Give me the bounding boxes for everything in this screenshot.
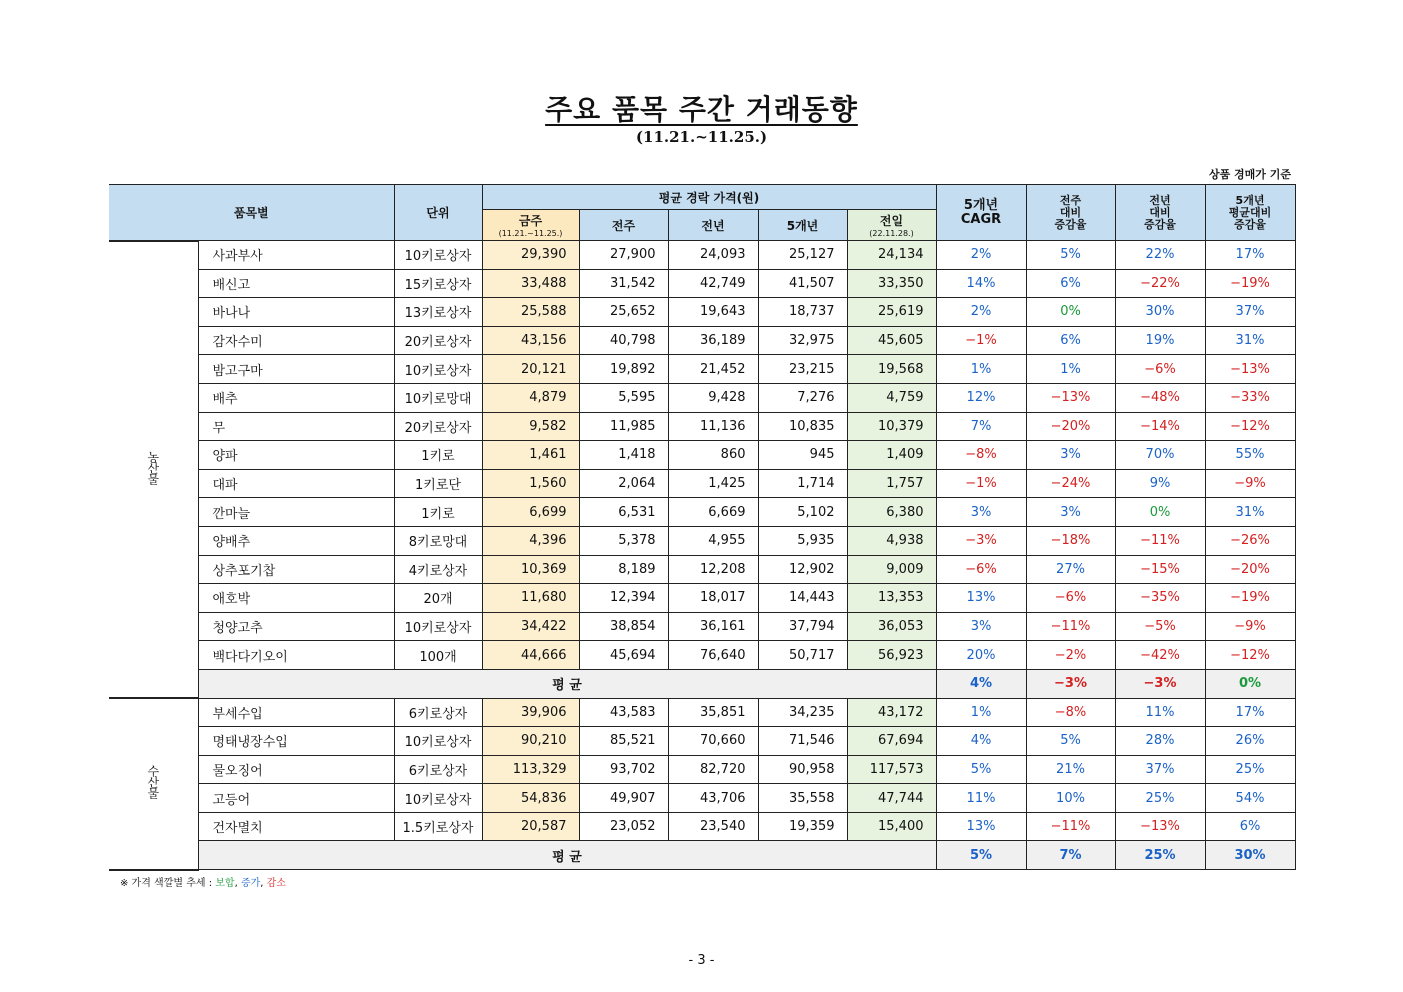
price-this-week: 39,906 [482, 698, 579, 727]
table-row [109, 241, 1295, 270]
pct-v5: −9% [1205, 469, 1295, 498]
pct-cagr: 1% [936, 355, 1026, 384]
page-number: - 3 - [688, 953, 715, 968]
pct-yoy: 28% [1115, 727, 1205, 756]
pct-v5: 26% [1205, 727, 1295, 756]
price-five-year: 18,737 [758, 298, 847, 327]
pct-wow: 6% [1026, 269, 1115, 298]
item-name: 백다다기오이 [198, 641, 394, 670]
price-prev-year: 36,189 [668, 326, 758, 355]
item-name: 배신고 [198, 269, 394, 298]
item-unit: 20키로상자 [394, 412, 482, 441]
price-prev-week: 2,064 [579, 469, 668, 498]
pct-wow: −24% [1026, 469, 1115, 498]
pct-yoy: 25% [1115, 784, 1205, 813]
pct-v5: −12% [1205, 641, 1295, 670]
price-this-week: 25,588 [482, 298, 579, 327]
price-prev-day: 4,938 [847, 526, 936, 555]
price-prev-day: 13,353 [847, 584, 936, 613]
item-unit: 10키로상자 [394, 355, 482, 384]
pct-cagr: 13% [936, 812, 1026, 841]
header-wow: 전주 대비 증감율 [1026, 185, 1115, 241]
pct-yoy: 11% [1115, 698, 1205, 727]
pct-cagr: −3% [936, 526, 1026, 555]
price-this-week: 20,587 [482, 812, 579, 841]
header-unit: 단위 [394, 185, 482, 241]
price-five-year: 19,359 [758, 812, 847, 841]
pct-wow: 5% [1026, 727, 1115, 756]
price-basis-note: 상품 경매가 기준 [1208, 168, 1291, 181]
pct-yoy: −48% [1115, 383, 1205, 412]
price-five-year: 32,975 [758, 326, 847, 355]
pct-yoy: −6% [1115, 355, 1205, 384]
legend-decrease: 감소 [266, 878, 286, 889]
pct-cagr: 20% [936, 641, 1026, 670]
pct-v5: 25% [1205, 755, 1295, 784]
price-five-year: 14,443 [758, 584, 847, 613]
pct-cagr: −6% [936, 555, 1026, 584]
pct-v5: −20% [1205, 555, 1295, 584]
pct-cagr: 5% [936, 755, 1026, 784]
pct-v5: −26% [1205, 526, 1295, 555]
price-prev-week: 93,702 [579, 755, 668, 784]
price-this-week: 20,121 [482, 355, 579, 384]
item-unit: 100개 [394, 641, 482, 670]
pct-cagr: 1% [936, 698, 1026, 727]
price-five-year: 7,276 [758, 383, 847, 412]
price-this-week: 1,560 [482, 469, 579, 498]
price-five-year: 35,558 [758, 784, 847, 813]
price-prev-week: 12,394 [579, 584, 668, 613]
item-unit: 10키로망대 [394, 383, 482, 412]
price-prev-day: 25,619 [847, 298, 936, 327]
header-five-year: 5개년 [758, 210, 847, 241]
price-prev-year: 24,093 [668, 241, 758, 270]
pct-cagr: 2% [936, 298, 1026, 327]
item-name: 건자멸치 [198, 812, 394, 841]
table-row [109, 469, 1295, 498]
pct-wow: −11% [1026, 612, 1115, 641]
pct-wow: 3% [1026, 498, 1115, 527]
pct-yoy: −13% [1115, 812, 1205, 841]
pct-v5: −33% [1205, 383, 1295, 412]
price-prev-week: 43,583 [579, 698, 668, 727]
pct-wow: −2% [1026, 641, 1115, 670]
pct-wow: −8% [1026, 698, 1115, 727]
pct-yoy: 19% [1115, 326, 1205, 355]
price-prev-day: 19,568 [847, 355, 936, 384]
price-prev-year: 12,208 [668, 555, 758, 584]
price-prev-year: 19,643 [668, 298, 758, 327]
price-prev-year: 1,425 [668, 469, 758, 498]
price-this-week: 90,210 [482, 727, 579, 756]
item-name: 양파 [198, 441, 394, 470]
item-unit: 1키로 [394, 441, 482, 470]
price-this-week: 9,582 [482, 412, 579, 441]
item-name: 깐마늘 [198, 498, 394, 527]
pct-yoy: 30% [1115, 298, 1205, 327]
pct-wow: 10% [1026, 784, 1115, 813]
price-five-year: 1,714 [758, 469, 847, 498]
table-row [109, 727, 1295, 756]
price-prev-year: 21,452 [668, 355, 758, 384]
item-unit: 1키로단 [394, 469, 482, 498]
item-unit: 10키로상자 [394, 241, 482, 270]
header-item: 품목별 [109, 185, 394, 241]
price-prev-year: 82,720 [668, 755, 758, 784]
pct-cagr: 3% [936, 498, 1026, 527]
item-name: 고등어 [198, 784, 394, 813]
pct-wow: −18% [1026, 526, 1115, 555]
price-five-year: 34,235 [758, 698, 847, 727]
price-this-week: 43,156 [482, 326, 579, 355]
table-row [109, 812, 1295, 841]
price-five-year: 71,546 [758, 727, 847, 756]
price-prev-day: 15,400 [847, 812, 936, 841]
legend-increase: 증가 [240, 878, 261, 889]
header-prev-week: 전주 [579, 210, 668, 241]
pct-yoy: 22% [1115, 241, 1205, 270]
price-prev-year: 860 [668, 441, 758, 470]
price-five-year: 25,127 [758, 241, 847, 270]
table-row [109, 326, 1295, 355]
price-prev-day: 67,694 [847, 727, 936, 756]
table-row [109, 412, 1295, 441]
pct-v5: 17% [1205, 241, 1295, 270]
pct-cagr: 2% [936, 241, 1026, 270]
price-this-week: 4,396 [482, 526, 579, 555]
header-prev-day: 전일 (22.11.28.) [847, 210, 936, 241]
pct-v5: 6% [1205, 812, 1295, 841]
pct-cagr: 12% [936, 383, 1026, 412]
average-label: 평 균 [198, 669, 936, 698]
price-trend-table [109, 184, 1296, 871]
table-row [109, 383, 1295, 412]
pct-yoy: 9% [1115, 469, 1205, 498]
price-five-year: 5,102 [758, 498, 847, 527]
agri-section [109, 241, 1295, 699]
pct-cagr: 11% [936, 784, 1026, 813]
pct-v5: 17% [1205, 698, 1295, 727]
pct-v5: −19% [1205, 269, 1295, 298]
price-prev-day: 36,053 [847, 612, 936, 641]
pct-yoy: 37% [1115, 755, 1205, 784]
pct-cagr: 4% [936, 727, 1026, 756]
price-prev-week: 8,189 [579, 555, 668, 584]
price-prev-week: 1,418 [579, 441, 668, 470]
price-five-year: 90,958 [758, 755, 847, 784]
pct-v5: 54% [1205, 784, 1295, 813]
price-prev-day: 47,744 [847, 784, 936, 813]
price-prev-year: 6,669 [668, 498, 758, 527]
item-unit: 6키로상자 [394, 755, 482, 784]
item-name: 양배추 [198, 526, 394, 555]
price-prev-week: 45,694 [579, 641, 668, 670]
table-row [109, 641, 1295, 670]
pct-yoy: −5% [1115, 612, 1205, 641]
header-v5: 5개년 평균대비 증감율 [1205, 185, 1295, 241]
item-unit: 10키로상자 [394, 784, 482, 813]
pct-yoy: −42% [1115, 641, 1205, 670]
table-row [109, 298, 1295, 327]
item-name: 바나나 [198, 298, 394, 327]
price-prev-week: 38,854 [579, 612, 668, 641]
item-name: 상추포기찹 [198, 555, 394, 584]
pct-v5: −9% [1205, 612, 1295, 641]
color-legend-note: ※ 가격 색깔별 추세 : 보합, 증가, 감소 [120, 878, 286, 889]
price-prev-week: 25,652 [579, 298, 668, 327]
avg-wow: 7% [1026, 841, 1115, 870]
header-avg-price: 평균 경락 가격(원) [482, 185, 936, 210]
price-prev-week: 27,900 [579, 241, 668, 270]
pct-yoy: −11% [1115, 526, 1205, 555]
item-name: 밤고구마 [198, 355, 394, 384]
pct-wow: 21% [1026, 755, 1115, 784]
average-label: 평 균 [198, 841, 936, 870]
item-unit: 8키로망대 [394, 526, 482, 555]
price-prev-year: 70,660 [668, 727, 758, 756]
price-prev-day: 56,923 [847, 641, 936, 670]
item-unit: 10키로상자 [394, 612, 482, 641]
price-prev-day: 24,134 [847, 241, 936, 270]
pct-cagr: −1% [936, 469, 1026, 498]
pct-cagr: 14% [936, 269, 1026, 298]
price-prev-day: 1,757 [847, 469, 936, 498]
table-header [109, 185, 1295, 241]
price-prev-year: 43,706 [668, 784, 758, 813]
price-prev-year: 36,161 [668, 612, 758, 641]
table-row [109, 555, 1295, 584]
price-prev-year: 23,540 [668, 812, 758, 841]
price-this-week: 6,699 [482, 498, 579, 527]
category-label: 수산물 [109, 698, 198, 870]
item-name: 청양고추 [198, 612, 394, 641]
avg-v5: 0% [1205, 669, 1295, 698]
price-prev-year: 11,136 [668, 412, 758, 441]
table-row [109, 526, 1295, 555]
item-unit: 10키로상자 [394, 727, 482, 756]
price-this-week: 44,666 [482, 641, 579, 670]
table-row [109, 355, 1295, 384]
table-row [109, 269, 1295, 298]
price-five-year: 41,507 [758, 269, 847, 298]
price-this-week: 1,461 [482, 441, 579, 470]
table-row [109, 584, 1295, 613]
pct-v5: 37% [1205, 298, 1295, 327]
avg-yoy: −3% [1115, 669, 1205, 698]
table-row [109, 441, 1295, 470]
pct-v5: −19% [1205, 584, 1295, 613]
pct-yoy: −35% [1115, 584, 1205, 613]
item-unit: 1.5키로상자 [394, 812, 482, 841]
price-this-week: 54,836 [482, 784, 579, 813]
pct-wow: 0% [1026, 298, 1115, 327]
price-prev-year: 35,851 [668, 698, 758, 727]
price-five-year: 10,835 [758, 412, 847, 441]
legend-neutral: 보합 [215, 878, 235, 889]
pct-wow: −20% [1026, 412, 1115, 441]
pct-wow: 5% [1026, 241, 1115, 270]
price-prev-week: 11,985 [579, 412, 668, 441]
avg-v5: 30% [1205, 841, 1295, 870]
price-five-year: 50,717 [758, 641, 847, 670]
item-unit: 6키로상자 [394, 698, 482, 727]
price-prev-day: 117,573 [847, 755, 936, 784]
pct-wow: −13% [1026, 383, 1115, 412]
avg-wow: −3% [1026, 669, 1115, 698]
pct-yoy: 70% [1115, 441, 1205, 470]
price-prev-year: 9,428 [668, 383, 758, 412]
price-prev-year: 4,955 [668, 526, 758, 555]
pct-wow: −11% [1026, 812, 1115, 841]
price-prev-week: 5,378 [579, 526, 668, 555]
pct-wow: 6% [1026, 326, 1115, 355]
avg-yoy: 25% [1115, 841, 1205, 870]
item-name: 사과부사 [198, 241, 394, 270]
price-five-year: 945 [758, 441, 847, 470]
pct-yoy: −15% [1115, 555, 1205, 584]
price-five-year: 12,902 [758, 555, 847, 584]
item-name: 무 [198, 412, 394, 441]
item-unit: 1키로 [394, 498, 482, 527]
average-row [109, 669, 1295, 698]
item-unit: 4키로상자 [394, 555, 482, 584]
price-prev-week: 40,798 [579, 326, 668, 355]
table-row [109, 698, 1295, 727]
price-prev-year: 76,640 [668, 641, 758, 670]
table-row [109, 784, 1295, 813]
marine-section [109, 698, 1295, 870]
price-prev-week: 19,892 [579, 355, 668, 384]
table-row [109, 755, 1295, 784]
price-prev-week: 31,542 [579, 269, 668, 298]
price-this-week: 29,390 [482, 241, 579, 270]
pct-wow: 27% [1026, 555, 1115, 584]
price-this-week: 34,422 [482, 612, 579, 641]
pct-cagr: −1% [936, 326, 1026, 355]
pct-cagr: 13% [936, 584, 1026, 613]
pct-cagr: 3% [936, 612, 1026, 641]
pct-wow: 1% [1026, 355, 1115, 384]
page-title: 주요 품목 주간 거래동향 [545, 93, 858, 126]
price-prev-year: 18,017 [668, 584, 758, 613]
header-prev-year: 전년 [668, 210, 758, 241]
pct-yoy: −22% [1115, 269, 1205, 298]
price-this-week: 10,369 [482, 555, 579, 584]
price-prev-day: 1,409 [847, 441, 936, 470]
item-name: 물오징어 [198, 755, 394, 784]
item-unit: 13키로상자 [394, 298, 482, 327]
pct-yoy: −14% [1115, 412, 1205, 441]
pct-wow: 3% [1026, 441, 1115, 470]
price-prev-day: 6,380 [847, 498, 936, 527]
price-prev-day: 10,379 [847, 412, 936, 441]
table-row [109, 498, 1295, 527]
item-unit: 15키로상자 [394, 269, 482, 298]
price-this-week: 33,488 [482, 269, 579, 298]
pct-v5: 55% [1205, 441, 1295, 470]
item-unit: 20키로상자 [394, 326, 482, 355]
price-prev-day: 43,172 [847, 698, 936, 727]
pct-v5: 31% [1205, 498, 1295, 527]
item-name: 애호박 [198, 584, 394, 613]
price-prev-day: 9,009 [847, 555, 936, 584]
pct-cagr: 7% [936, 412, 1026, 441]
table-row [109, 612, 1295, 641]
item-unit: 20개 [394, 584, 482, 613]
pct-yoy: 0% [1115, 498, 1205, 527]
price-prev-day: 33,350 [847, 269, 936, 298]
header-cagr: 5개년 CAGR [936, 185, 1026, 241]
price-prev-year: 42,749 [668, 269, 758, 298]
price-prev-week: 49,907 [579, 784, 668, 813]
pct-cagr: −8% [936, 441, 1026, 470]
item-name: 명태냉장수입 [198, 727, 394, 756]
avg-cagr: 5% [936, 841, 1026, 870]
price-this-week: 113,329 [482, 755, 579, 784]
price-prev-week: 23,052 [579, 812, 668, 841]
pct-v5: −12% [1205, 412, 1295, 441]
price-prev-week: 85,521 [579, 727, 668, 756]
price-this-week: 11,680 [482, 584, 579, 613]
price-prev-day: 45,605 [847, 326, 936, 355]
price-prev-week: 5,595 [579, 383, 668, 412]
category-label: 농산물 [109, 241, 198, 699]
price-prev-day: 4,759 [847, 383, 936, 412]
pct-v5: 31% [1205, 326, 1295, 355]
average-row [109, 841, 1295, 870]
item-name: 감자수미 [198, 326, 394, 355]
item-name: 대파 [198, 469, 394, 498]
price-this-week: 4,879 [482, 383, 579, 412]
item-name: 부세수입 [198, 698, 394, 727]
header-this-week: 금주 (11.21.~11.25.) [482, 210, 579, 241]
header-yoy: 전년 대비 증감율 [1115, 185, 1205, 241]
item-name: 배추 [198, 383, 394, 412]
price-five-year: 23,215 [758, 355, 847, 384]
avg-cagr: 4% [936, 669, 1026, 698]
period-subtitle: (11.21.~11.25.) [635, 128, 768, 146]
pct-wow: −6% [1026, 584, 1115, 613]
price-five-year: 37,794 [758, 612, 847, 641]
price-five-year: 5,935 [758, 526, 847, 555]
price-prev-week: 6,531 [579, 498, 668, 527]
pct-v5: −13% [1205, 355, 1295, 384]
